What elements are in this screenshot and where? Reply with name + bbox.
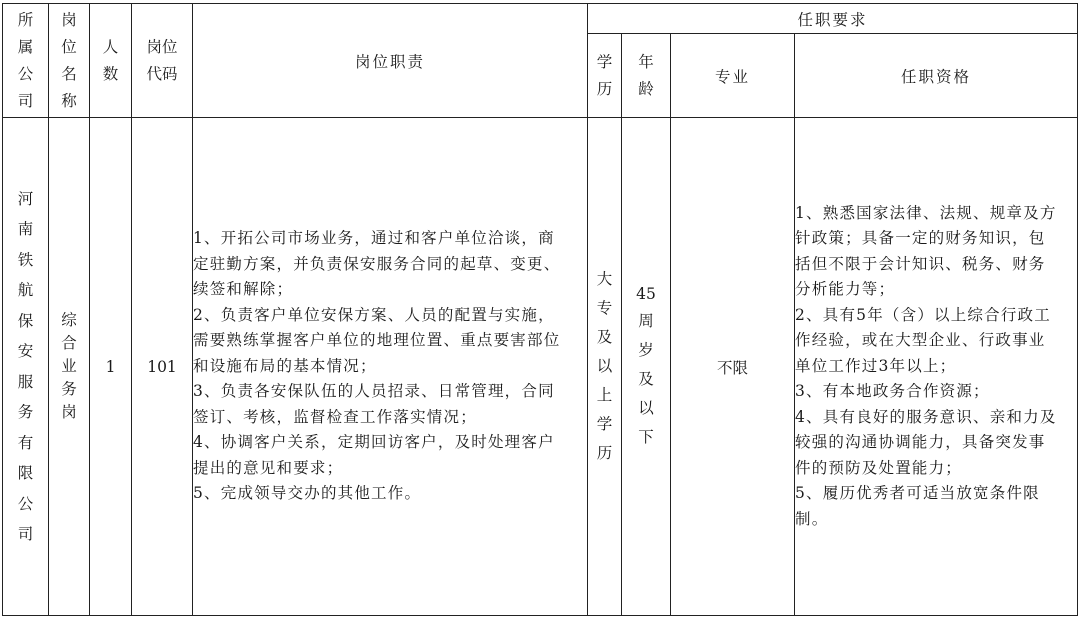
position-code-value: 101	[147, 357, 177, 376]
header-position-name-part: 位	[61, 38, 77, 56]
position-name: 综 合 业 务 岗	[61, 311, 77, 421]
header-education	[588, 34, 622, 118]
header-position-code-part: 代码	[146, 65, 178, 83]
age-number: 45	[636, 285, 656, 303]
qualification-line: 分析能力等；	[795, 280, 896, 299]
header-education-part: 学	[596, 53, 613, 71]
cell-company	[3, 118, 49, 616]
header-position-code-part: 岗位	[146, 38, 178, 56]
qualification-line: 2、具有5年（含）以上综合行政工	[795, 305, 1051, 324]
header-duties: 岗位职责	[193, 4, 588, 118]
header-position-name-part: 名	[61, 65, 77, 83]
recruitment-table	[2, 3, 1078, 616]
header-company	[3, 4, 49, 118]
header-company-part: 所	[17, 11, 34, 29]
header-position-name-part: 岗	[61, 11, 77, 29]
cell-headcount	[90, 118, 132, 616]
cell-age	[622, 118, 671, 616]
qualification-line: 针政策；具备一定的财务知识，包	[795, 229, 1046, 248]
header-age	[622, 34, 671, 118]
duty-line: 续签和解除；	[193, 280, 294, 299]
qualification-line: 括但不限于会计知识、税务、财务	[795, 254, 1046, 273]
duty-line: 需要熟练掌握客户单位的地理位置、重点要害部位	[193, 331, 561, 350]
header-age-part: 龄	[638, 80, 654, 98]
duty-line: 提出的意见和要求；	[193, 458, 344, 477]
header-company-part: 司	[17, 92, 34, 110]
education-value: 大 专 及 以 上 学 历	[596, 270, 613, 462]
headcount-value: 1	[105, 357, 116, 376]
qualification-line: 5、履历优秀者可适当放宽条件限	[795, 484, 1040, 503]
cell-qualifications	[795, 118, 1078, 616]
qualification-line: 4、具有良好的服务意识、亲和力及	[795, 407, 1057, 426]
header-age-part: 年	[638, 53, 654, 71]
duty-line: 3、负责各安保队伍的人员招录、日常管理，合同	[193, 382, 555, 401]
header-requirements: 任职要求	[588, 4, 1078, 34]
qualification-line: 作经验，或在大型企业、行政事业	[795, 331, 1046, 350]
duty-line: 1、开拓公司市场业务，通过和客户单位洽谈，商	[193, 229, 555, 248]
qualification-line: 制。	[795, 509, 829, 528]
qualification-line: 单位工作过3年以上；	[795, 356, 957, 375]
qualification-line: 较强的沟通协调能力，具备突发事	[795, 433, 1046, 452]
cell-duties	[193, 118, 588, 616]
header-company-part: 属	[17, 38, 34, 56]
company-name: 河 南 铁 航 保 安 服 务 有 限 公 司	[17, 189, 34, 543]
qualification-line: 件的预防及处置能力；	[795, 458, 963, 477]
duty-line: 4、协调客户关系，定期回访客户，及时处理客户	[193, 433, 555, 452]
age-text: 周 岁 及 以 下	[638, 312, 654, 446]
cell-position-name	[49, 118, 90, 616]
qualification-line: 1、熟悉国家法律、法规、规章及方	[795, 203, 1057, 222]
header-position-name	[49, 4, 90, 118]
qualification-line: 3、有本地政务合作资源；	[795, 382, 990, 401]
duty-line: 5、完成领导交办的其他工作。	[193, 484, 422, 503]
qualifications-list	[795, 201, 1077, 533]
duty-line: 定驻勤方案，并负责保安服务合同的起草、变更、	[193, 254, 561, 273]
duties-list	[193, 226, 587, 507]
duty-line: 签订、考核，监督检查工作落实情况；	[193, 407, 477, 426]
duty-line: 和设施布局的基本情况；	[193, 356, 377, 375]
header-education-part: 历	[596, 80, 613, 98]
header-qualifications: 任职资格	[795, 34, 1078, 118]
header-headcount-part: 数	[102, 65, 119, 83]
duty-line: 2、负责客户单位安保方案、人员的配置与实施，	[193, 305, 555, 324]
cell-education	[588, 118, 622, 616]
header-position-name-part: 称	[61, 92, 77, 110]
header-headcount	[90, 4, 132, 118]
major-value: 不限	[716, 358, 748, 377]
cell-position-code	[132, 118, 193, 616]
header-major: 专业	[671, 34, 795, 118]
cell-major	[671, 118, 795, 616]
header-company-part: 公	[17, 65, 34, 83]
header-headcount-part: 人	[102, 38, 119, 56]
header-position-code	[132, 4, 193, 118]
